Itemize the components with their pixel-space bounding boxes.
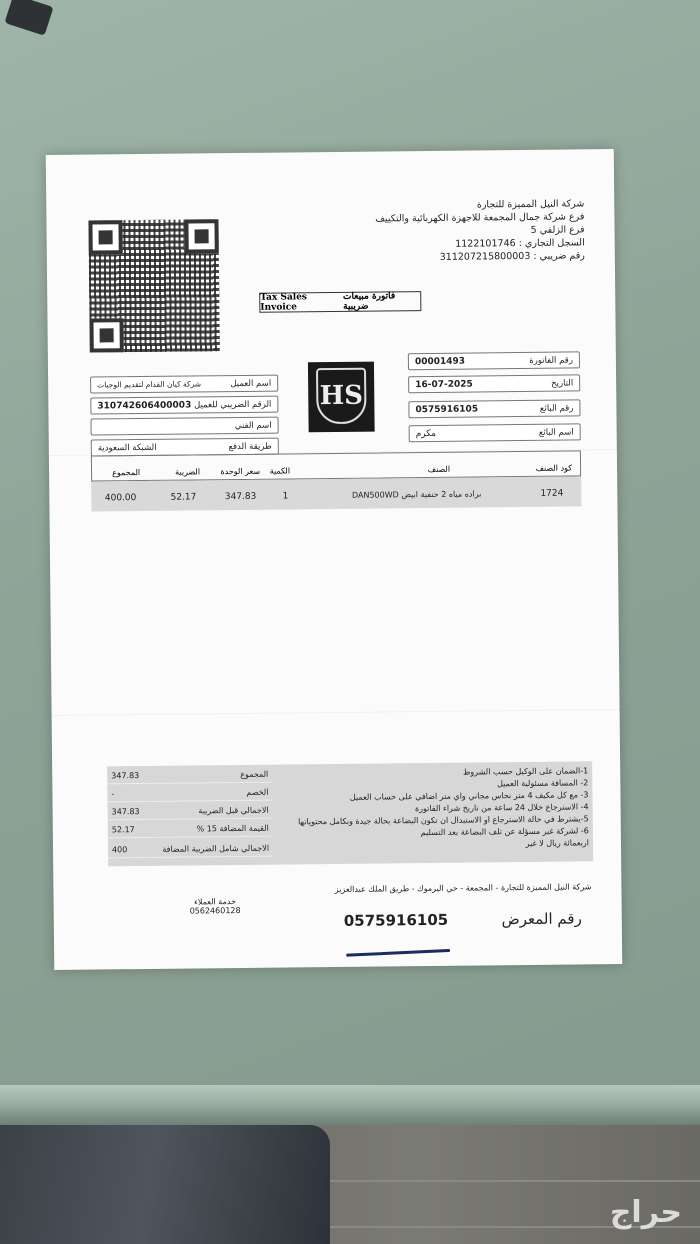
signature-line xyxy=(346,949,450,957)
invoice-date-field xyxy=(408,374,580,393)
footer-address: شركة النيل المميزة للتجارة - المجمعة - حي اليرموك - طريق الملك عبدالعزيز xyxy=(334,882,592,895)
showroom-number: 0575916105 xyxy=(343,910,449,930)
invoice-number: 00001493 xyxy=(414,356,466,367)
total-row xyxy=(107,767,272,785)
customer-tax: 310742606400003 xyxy=(97,399,192,411)
qr-finder xyxy=(89,318,123,352)
person-leg xyxy=(0,1125,330,1244)
term-item: 2- المسافة مسئولية العميل xyxy=(496,778,589,789)
total-row xyxy=(107,785,272,803)
invoice-number-field xyxy=(408,351,580,370)
total-label: القيمة المضافة 15 % xyxy=(196,823,269,834)
total-label: الاجمالي قبل الضريبة xyxy=(198,805,269,816)
total-value: 400 xyxy=(111,845,128,855)
total-label: الخصم xyxy=(246,787,269,797)
invoice-date: 16-07-2025 xyxy=(415,379,473,390)
seller-name-field xyxy=(409,423,581,442)
showroom-label: رقم المعرض xyxy=(501,909,582,929)
term-item: 1-الضمان على الوكيل حسب الشروط xyxy=(462,766,589,777)
haraj-watermark: حراج xyxy=(609,1195,682,1230)
customer-tax-field xyxy=(90,396,278,415)
total-value: 347.83 xyxy=(111,771,140,781)
terms-and-totals xyxy=(107,761,593,866)
header-unit-price: سعر الوحدة xyxy=(220,466,261,477)
company-branch-sub: فرع الزلفي 5 xyxy=(530,224,585,236)
total-row xyxy=(108,803,273,821)
term-item: 3- مع كل مكيف 4 متر نحاس مجاني واي متر اضافي على حساب العميل xyxy=(349,790,589,802)
header-tax: الضريبة xyxy=(175,467,201,477)
invoice-title-ar: فاتورة مبيعات ضريبية xyxy=(342,291,396,312)
tile-line xyxy=(330,1180,700,1182)
invoice-title-en: Tax Sales Invoice xyxy=(260,292,308,313)
table-edge xyxy=(0,1085,700,1125)
tax-value: 311207215800003 xyxy=(439,250,531,263)
term-item: 5-يشترط في حالة الاسترجاع او الاستبدال ان تكون البضاعة بحالة جيدة وبكامل محتوياتها xyxy=(298,814,589,827)
customer-name-field xyxy=(90,375,278,394)
row-unit-price: 347.83 xyxy=(224,491,257,503)
customer-tax-label: الرقم الضريبي للعميل xyxy=(194,399,272,410)
service-label: خدمة العملاء xyxy=(194,897,237,907)
qr-finder xyxy=(184,219,218,253)
total-label: الاجمالي شامل الضريبة المضافة xyxy=(162,843,270,854)
paper-crease xyxy=(52,709,620,716)
logo-shield: HS xyxy=(316,368,367,425)
customer-name-label: اسم العميل xyxy=(230,378,272,389)
seller-number: 0575916105 xyxy=(415,403,479,415)
total-value: 52.17 xyxy=(111,825,135,835)
seller-name-label: اسم البائع xyxy=(538,426,574,438)
technician-label: اسم الفني xyxy=(234,420,272,431)
total-row xyxy=(108,841,273,859)
row-item: براده مياه 2 حنفية ابيض DAN500WD xyxy=(351,489,482,500)
technician-field xyxy=(91,417,279,436)
qr-finder xyxy=(88,220,122,254)
invoice-number-label: رقم الفاتورة xyxy=(529,354,573,366)
term-item: 6- لشركة غير مسؤلة عن تلف البضاعة بعد التسليم xyxy=(420,826,589,838)
header-item: الصنف xyxy=(427,464,451,475)
total-value: 347.83 xyxy=(111,807,140,817)
invoice-date-label: التاريخ xyxy=(551,377,574,389)
row-qty: 1 xyxy=(282,491,289,502)
header-code: كود الصنف xyxy=(535,463,573,473)
customer-name: شركة كيان القدام لتقديم الوجبات xyxy=(97,379,202,390)
cr-value: 1122101746 xyxy=(455,238,516,250)
service-number: 0562460128 xyxy=(189,905,241,916)
cr-label: السجل التجاري : xyxy=(518,237,585,250)
total-label: المجموع xyxy=(240,769,269,779)
row-tax: 52.17 xyxy=(170,492,197,503)
header-total: المجموع xyxy=(112,468,141,478)
header-qty: الكمية xyxy=(269,466,291,476)
invoice-title xyxy=(259,291,421,313)
row-code: 1724 xyxy=(540,488,564,499)
terms-list xyxy=(268,765,589,852)
table-row xyxy=(91,476,581,511)
seller-name: مكرم xyxy=(415,428,437,439)
amount-in-words: اربعمائة ريال لا غير xyxy=(525,838,590,849)
totals-box xyxy=(107,765,272,855)
customer-service xyxy=(190,897,241,916)
payment-method: الشبكة السعودية xyxy=(97,442,157,453)
total-row xyxy=(108,821,273,839)
company-branch: فرع شركة جمال المجمعة للاجهزة الكهربائية والتكييف xyxy=(375,211,585,225)
company-tax xyxy=(335,249,585,265)
invoice-paper xyxy=(46,149,623,970)
seller-number-label: رقم البائع xyxy=(539,402,574,414)
term-item: 4- الاسترجاع خلال 24 ساعة من تاريخ شراء الفاتورة xyxy=(414,802,589,814)
payment-method-label: طريقة الدفع xyxy=(228,441,272,452)
company-logo xyxy=(308,362,375,433)
qr-code xyxy=(88,219,219,352)
seller-number-field xyxy=(408,399,580,418)
total-value: - xyxy=(111,789,115,799)
company-header xyxy=(334,197,585,265)
row-total: 400.00 xyxy=(104,493,137,504)
tax-label: رقم ضريبي : xyxy=(533,250,585,262)
company-name: شركة النيل المميزة للتجارة xyxy=(476,198,585,211)
